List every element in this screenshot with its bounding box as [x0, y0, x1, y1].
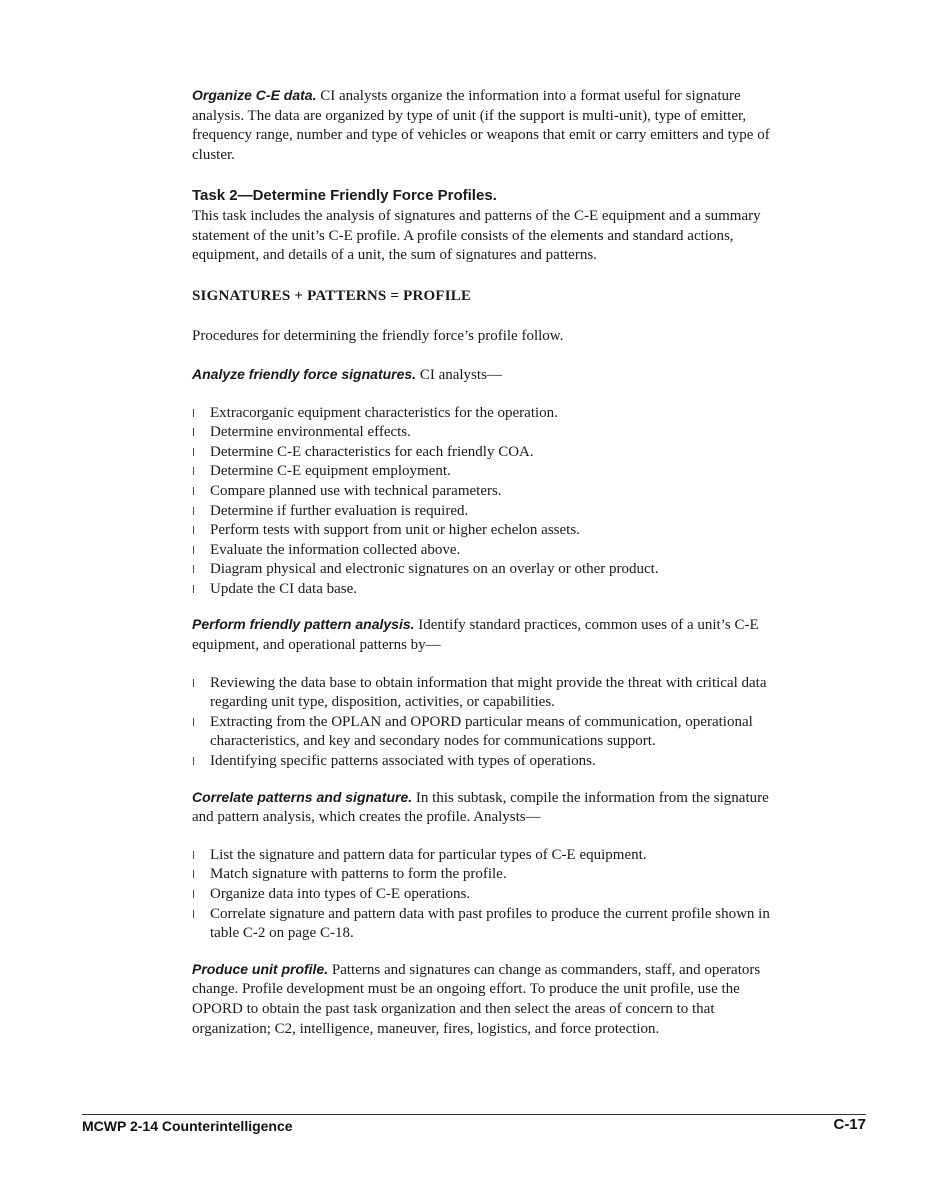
- bullet-icon: l: [192, 426, 196, 440]
- bullet-icon: l: [192, 676, 196, 690]
- produce-lead: Produce unit profile.: [192, 960, 329, 977]
- bullet-icon: l: [192, 543, 196, 557]
- list-item: l Compare planned use with technical parameters.: [192, 482, 782, 502]
- profile-equation: SIGNATURES + PATTERNS = PROFILE: [192, 287, 472, 304]
- correlate-paragraph: [192, 788, 782, 828]
- analyze-paragraph: [192, 365, 782, 386]
- list-item: l Determine C-E equipment employment.: [192, 462, 782, 482]
- list-item: l List the signature and pattern data for particular types of C-E equipment.: [192, 846, 782, 866]
- task2-text: This task includes the analysis of signatures and patterns of the C-E equipment and a summary statement of the unit’s C-E profile. A profile consists of the elements and standard actions, equipment, and details of a unit, the sum of signatures and patterns.: [192, 207, 761, 264]
- bullet-icon: l: [192, 484, 196, 498]
- bullet-icon: l: [192, 715, 196, 729]
- organize-text: CI analysts organize the information into a format useful for signature analysis. The data are organized by type of unit (if the support is multi-unit), type of emitter, frequency range, number and type of vehicles or weapons that emit or carry emitters and type of cluster.: [192, 88, 770, 163]
- perform-paragraph: [192, 615, 782, 655]
- produce-text: Patterns and signatures can change as commanders, staff, and operators change. Profile development must be an ongoing effort. To produce the unit profile, use the OPORD to obtain the past task organization and then select the areas of concern to that organization; C2, intelligence, maneuver, fires, logistics, and force protection.: [192, 961, 761, 1037]
- task2-heading: Task 2—Determine Friendly Force Profiles.: [192, 187, 497, 205]
- list-item: l Determine if further evaluation is required.: [192, 502, 782, 522]
- analyze-text: CI analysts—: [416, 366, 502, 383]
- list-item: l Extracorganic equipment characteristics for the operation.: [192, 404, 782, 424]
- perform-lead: Perform friendly pattern analysis.: [192, 616, 415, 633]
- bullet-icon: l: [192, 582, 196, 596]
- footer-title: MCWP 2-14 Counterintelligence: [82, 1118, 293, 1134]
- bullet-icon: l: [192, 504, 196, 518]
- list-item: l Correlate signature and pattern data with past profiles to produce the current profile shown in table C-2 on page C-18.: [192, 905, 770, 942]
- bullet-icon: l: [192, 907, 196, 921]
- list-item: l Extracting from the OPLAN and OPORD particular means of communication, operational characteristics, and key and secondary nodes for communications support.: [192, 713, 753, 750]
- list-item: l Update the CI data base.: [192, 580, 782, 600]
- correlate-text: In this subtask, compile the information from the signature and pattern analysis, which creates the profile. Analysts—: [192, 789, 769, 826]
- correlate-bullet-list: [192, 846, 782, 944]
- bullet-icon: l: [192, 868, 196, 882]
- bullet-icon: l: [192, 563, 196, 577]
- page-number: C-17: [833, 1116, 866, 1133]
- perform-text: Identify standard practices, common uses of a unit’s C-E equipment, and operational patterns by—: [192, 617, 759, 654]
- organize-lead: Organize C-E data.: [192, 87, 317, 103]
- bullet-icon: l: [192, 848, 196, 862]
- list-item: l Organize data into types of C-E operations.: [192, 885, 782, 905]
- analyze-lead: Analyze friendly force signatures.: [192, 365, 417, 382]
- bullet-icon: l: [192, 524, 196, 538]
- bullet-icon: l: [192, 465, 196, 479]
- list-item: l Determine C-E characteristics for each friendly COA.: [192, 443, 782, 463]
- produce-paragraph: [192, 960, 782, 1039]
- list-item: l Evaluate the information collected above.: [192, 541, 782, 561]
- list-item: l Identifying specific patterns associated with types of operations.: [192, 752, 782, 772]
- list-item: l Match signature with patterns to form the profile.: [192, 865, 782, 885]
- analyze-bullet-list: [192, 404, 782, 600]
- list-item: l Diagram physical and electronic signatures on an overlay or other product.: [192, 560, 782, 580]
- bullet-icon: l: [192, 445, 196, 459]
- correlate-lead: Correlate patterns and signature.: [192, 788, 413, 805]
- bullet-icon: l: [192, 888, 196, 901]
- page-content: [192, 86, 782, 1039]
- perform-bullet-list: [192, 674, 782, 772]
- footer-divider: [82, 1114, 866, 1115]
- bullet-icon: l: [192, 406, 196, 420]
- organize-paragraph: [192, 86, 782, 165]
- list-item: l Reviewing the data base to obtain information that might provide the threat with critical data regarding unit type, disposition, activities, or capabilities.: [192, 674, 767, 711]
- procedures-text: Procedures for determining the friendly force’s profile follow.: [192, 328, 564, 345]
- list-item: l Determine environmental effects.: [192, 423, 782, 443]
- bullet-icon: l: [192, 755, 196, 769]
- list-item: l Perform tests with support from unit or higher echelon assets.: [192, 521, 782, 541]
